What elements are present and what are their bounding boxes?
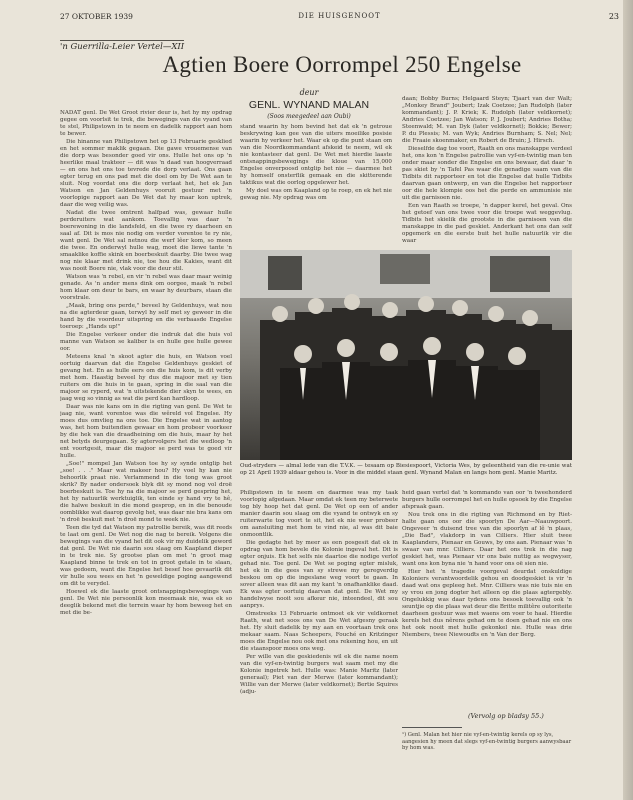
column-1 [60,110,232,785]
photo-caption: Oud-stryders — almal lede van die T.V.K. — tesaam op Biesiespoort, Victoria Wes, by geleentheid van die re-unie wat op 21 April 1939 aldaar gehou is. Voor in die middel staan genl. Wynand Malan en langs hom genl. Manie Maritz. [240,463,572,476]
paragraph: Per wille van die geskiedenis wil ek die name noem van die vyf-en-twintig burgers wat saam met my die Kolonie ingetrek het. Hulle was: Manie Maritz (later generaal); Piet van der Merwe (later kommandant); Willie van der Merwe (later veldkornet); Bertie Squires (adju- [240,654,398,695]
paragraph: Philipstown in te neem en daarmee was my taak voorlopig afgedaan. Maar omdat ek teen my beterwete tog bly hoop het dat genl. De Wet op een of ander manier daarin sou slaag om die vyand te ontwyk en sy ruiterwarte tog voort te sit, het ek nie weer probeer om aansluiting met hom te vind nie, al was dit baie onmoontlik. [240,490,398,538]
column-2-top [240,124,392,249]
paragraph: Een van Raath se troepe, 'n dapper kerel, het geval. Ons het getoef van ons twee voor die troepe wat weggevlug. Tidbits het skielik die grootste in die garnisoen van die manskappe in die pad geskiet. Anderkant het ons dan self opgemerk en die eerste buit het hulle natuurlik vir die waar [402,203,572,244]
byline-prefix: deur [299,88,319,97]
page-header [60,12,619,26]
footnote-rule [402,727,462,728]
paragraph: „Maak, bring ons perde," beveel hy Geldenhuys, wat nou na die agterdeur gaan, terwyl hy self met sy geweer in die hand by die voordeur uitspring en die verbaasde Engelse toeroep: „Hands up!" [60,303,232,330]
paragraph: Nou trek ons in die rigting van Richmond en by Riet-halte gaan ons oor die spoorlyn De Aar—Naauwpoort. Ongeveer 'n duisend tree van die spoorlyn af lê 'n plaas, „Die Bad", vlakdorp in van Cilliers. Hier sluit twee Kaaplanders, Pienaar en Gouws, by ons aan. Pienaar was 'n swaar van mnr. Cilliers. Daar het ons trek in die nag geskiet het, was Pienaar vir ons baie nuttig as wegwyser, want ons kon byna nie 'n hand voor ons oë sien nie. [402,512,572,567]
paragraph: Die gedagte het by meer as een posgesit dat ek in opdrag van hom bevele die Kolonie ingeval het. Dit is egter onjuis. Ek het selfs nie daartoe die nodige verlof gehad nie. Toe genl. De Wet se poging egter misluk, het ek in die gees van sy strewe my geregverdig beskou om op die ingeslane weg voort te gaan. In sover alleen was dit aan my kant 'n onafhanklike daad. Ek was egter oortuig daarvan dat genl. De Wet my handelwyse nooit sou afkeur nie, inteendeel, dit sou aanprys. [240,540,398,609]
article-title: Agtien Boere Oorrompel 250 Engelse [162,52,522,77]
author-name: GENL. WYNAND MALAN [248,99,370,111]
paragraph: heid gaan vertel dat 'n kommando van oor 'n tweehonderd burgers hulle oorrompel het en hulle opsoek by die Engelse afspraak gaan. [402,490,572,510]
paragraph: „Soe!" mompel Jan Watson toe hy sy synde ontglip het „soe! . . ." Maar wat makeer hou? Hy voel hy kan nie behoorlik praat nie. Verlammend in die tong was groot skrik? By nader ondersoek blyk dit sy mond nog vol droë boerbeskuit is. Toe hy na die majoor se perd gespring het, het hy natuurlik werktuiglik, ten einde sy hand vry te hê, die halwe beskuit in die mond gesprop, en in die benoude oomblikke wat daarop gevolg het, was daar nie bra kans om 'n droë beskuit met 'n droë mond te week nie. [60,461,232,523]
footnote: ¹) Genl. Malan het hier nie vyf-en-twintig kerels op sy lys, aangesien hy meen dat slegs vyf-en-twintig burgers aanwysbaar by hom was. [402,732,572,751]
paragraph: Watson was 'n rebel, en vir 'n rebel was daar maar weinig genade. As 'n ander mens dink om oorgee, maak 'n rebel hom klaar om deur te bars, en waar hy deurbars, staan die voorstrale. [60,274,232,301]
paragraph: stand waarin hy hom bevind het dat ek 'n getroue beskrywing kan gee van die uiters moeilike posisie waarin hy verkeer het. Waar ek op die punt staan om van die Noordkommandant afskeid te neem, wil ek nie kontasteer dat genl. De Wet met hierdie laaste ontsnappingsbewegings die kloue van 15,000 Engelse onverpoosd ontglip het nie — daarmee het hy homself onsterflik gemaak en die skitterende taktikus wat die oorlog opgelewer het. [240,124,392,186]
paragraph: Omstreeks 13 Februarie ontmoet ek vir veldkornet Raath, wat net soos ons van De Wet afgesny geraak het. Hy sluit dadelik by my aan en voortaan trek ons mekaar saam. Naas Scheepers, Fouché en Kritzinger moes die Engelse nou ook met ons rekening hou, en uit die staanspoor moes ons weg. [240,611,398,652]
paragraph: Die hinanne van Philipstown het op 13 Februarie gesklied en het sommer maklik gegaan. Die gawe vrouemense van die dorp was besonder goed vir ons. Hulle het ons op 'n heerlike maal trakteer — dit was 'n daad van hoogverraad — en ons het ons toe tevrede die dorp verlaat. Ons gaan egter terug en ons pad met die doel om by De Wet aan te sluit. Nog voordat ons die dorp verlaat het, het ek Jan Watson en Jan Geldenhuys vooruit gestuur met 'n voorlopige rapport aan De Wet dat hy maar kon uptrek, daar die weg veilig was. [60,139,232,208]
page-fold-shadow [623,0,633,800]
paragraph: daan; Bobby Burns; Helgaard Steyn; Tjaart van der Walt; „Monkey Brand" Joubert; Izak Coetzee; Jan Rudolph (later kommandant); J. P. Kriek; K. Rudolph (later veldkornet); Andries Coetzee; Jan Watson; P. J. Joubert; Andries Botha; Steenwald; M. van Dyk (later veldkornet); Bokkie; Bewer; P. du Plessis; M. van Wyk; Andries Burnham; S. Nel; Nel; die Fraaie skoenmaker, en Robert de Bruin; J. Hirsch. [402,96,572,144]
paragraph: Dieselfde dag toe voort, Raath en ons manskappe verdeel het, ons kon 'n Engelse patrollie van vyf-en-twintig man ten onder maar sonder die Engelse en ons bewaar, dat daar 'n pas skiet by 'n Tafel Pas waar die genadige saam van die Tidbits dit rapporteer en tot die Engelse dat hulle Tidbits daarvan gaan ontwerp, en van die Engelse het rapporteer oor die hele klompie oos het die perde en ammunisie nie uit die garnisoen nie. [402,146,572,201]
issue-date: 27 OKTOBER 1939 [60,12,133,21]
page-number: 23 [608,12,619,21]
group-photo-image [240,250,572,460]
paragraph: Nadat die twee omtrent halfpad was, gewaar hulle perderuiters wat aankom. Toevallig was daar 'n boerewoning in die landsfeld, en die twee ry daarheen en saal af. Dit is mos nie nodig om verder vorentoe te ry nie, want genl. De Wet sal netnou die werf lêer kom, so meen die twee. En onderwyl hulle wag, moet die liewe tante 'n smaaklike koffie skink en boerbeskuit daarby. Die twee wag nog nie klaar met drink nie, toe hou die Kakies, want dit was nooit Boere nie, vlak voor die deur stil. [60,210,232,272]
column-3-top [402,96,572,246]
paragraph: Hoewel ek die laaste groot ontsnappingsbewegings van genl. De Wet nie persoonlik kon meemaak nie, was ek so deeglik bekend met die terrein waar hy hom beweeg het en met die be- [60,589,232,616]
continued-note: (Vervolg op bladsy 55.) [468,712,544,720]
paragraph: NADAT genl. De Wet Groot rivier deur is, het hy my opdrag gegee om voorlsit te trek, die bewegings van die vyand van te stel, Philipstown in te neem en dadelik rapport aan hom te bewer. [60,110,232,137]
series-label: 'n Guerrilla-Leier Vertel—XII [60,42,185,52]
column-2-bottom [240,490,398,790]
paragraph: Teen die tyd dat Watson my patrollie bereik, was dit reeds te laat om genl. De Wet nog die nag te bereik. Volgens die bewegings van die vyand het dit ook vir my duidelik geword dat genl. De Wet nie daarin sou slaag om Kaapland dieper in te trek nie. Sy grootse plan om met 'n groot mag Kaapland binne te trek en tot in groot getale in te slaan, was gedoem, want die Engelse het besef hoe gevaarlik dit vir hulle sou wees en het 'n geweldige poging aangewend om dit te verydel. [60,525,232,587]
column-3-bottom [402,490,572,710]
paragraph: Die Engelse verkeer onder die indruk dat die huis vol manne van Watson se kaliber is en hulle gee hulle gewee oor. [60,332,232,352]
paragraph: Meteens knal 'n skoot agter die huis, en Watson voel oortuig daarvan dat die Engelse Geldenhuys geskiet of gevang het. En as hulle eers om die huis kom, is dit verby met hom. Haastig beveel hy dus die majoor met sy tien ruiters om die huis in te gaan, spring in die saal van die majoor se ryperd, wat 'n uitstekende dier skyn te wees, en jaag weg so vinnig as wat die perd kan hardloop. [60,354,232,402]
paragraph: My doel was om Kaapland op te roep, en ek het nie gewag nie. My opdrag was om [240,188,392,201]
paragraph: Daar was nie kans om in die rigting van genl. De Wet te jaag nie, want vorentoe was die wêreld vol Engelse. Hy moes dus omvlieg na ons toe. Die Engelse wat in aantog was, het hom buitendien gewaar en hom probeer voorkeer by die hek van die draadheining om die huis, maar hy het net betyds deurgegaan. Sy agtervolgers het die wedloop 'n ent voortgesit, maar die majoor se perd was te goed vir hulle. [60,404,232,459]
author-note: (Soos meegedeel aan Oubi) [267,113,351,120]
masthead: DIE HUISGENOOT [298,12,381,20]
group-photo [240,250,572,460]
paragraph: Hier het 'n tragedie voorgeval deurdat onskuldige Koloniers verantwoordelik gehou en doodgeskiet is vir 'n daad wat ons gepleeg het. Mnr. Cilliers was nie tuis nie en sy vrou en jong dogter het alleen op die plaas agtergebly. Ongelukkig was daar tydens ons besoek toevallig ook 'n seuntjie op die plaas wat deur die Britte militêre outoriteite daarheen gestuur was met waens om voer te haal. Hierdie kerels het dus nêrens gehad om te doen gehad nie en ons het ook nooit met hulle gekonkel nie. Hulle was drie Niembers, twee Niewoudts en 'n Van der Berg. [402,569,572,638]
